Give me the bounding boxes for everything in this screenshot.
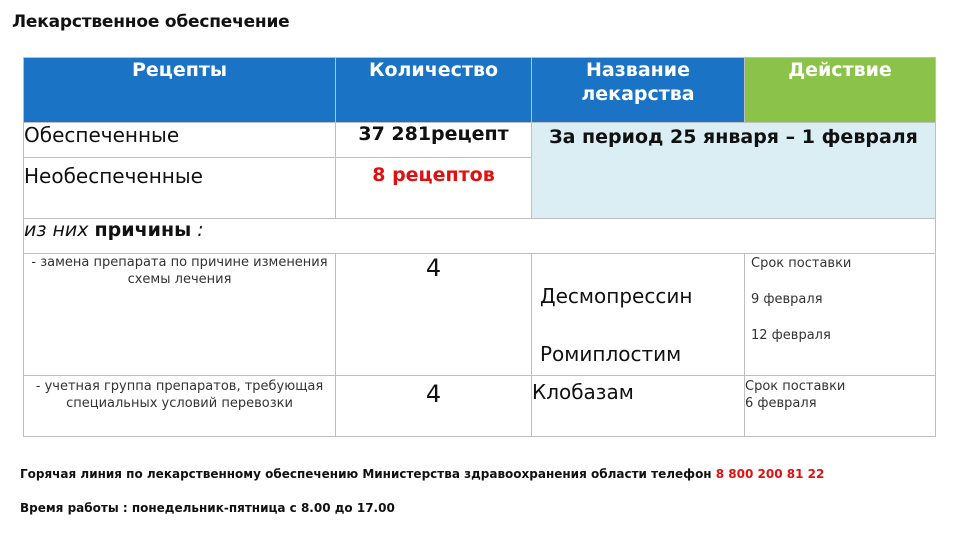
table-row xyxy=(24,376,936,437)
unprovided-count: 8 рецептов xyxy=(336,158,532,219)
delivery-date-2: 12 февраля xyxy=(751,328,831,343)
table-row xyxy=(24,219,936,254)
hotline-label: Горячая линия по лекарственному обеспечению Министерства здравоохранения области телефон xyxy=(20,467,716,481)
reason1-count: 4 xyxy=(336,254,532,376)
header-quantity: Количество xyxy=(336,58,532,123)
hotline-text xyxy=(20,467,824,481)
delivery-date: 6 февраля xyxy=(745,396,817,411)
table-row xyxy=(24,254,936,376)
reason1-description: - замена препарата по причине изменения схемы лечения xyxy=(24,254,336,376)
reasons-heading xyxy=(24,219,936,254)
header-action: Действие xyxy=(745,58,936,123)
prescriptions-table xyxy=(23,57,936,437)
period-cell: За период 25 января – 1 февраля xyxy=(532,123,936,219)
provided-label: Обеспеченные xyxy=(24,123,336,158)
drug-clobazam: Клобазам xyxy=(532,376,745,437)
reason2-description: - учетная группа препаратов, требующая специальных условий перевозки xyxy=(24,376,336,437)
drug-romiplostim: Ромиплостим xyxy=(540,342,682,366)
reasons-prefix: из них xyxy=(24,219,95,241)
delivery-term-label: Срок поставки xyxy=(745,379,846,394)
table-row xyxy=(24,123,936,158)
unprovided-label: Необеспеченные xyxy=(24,158,336,219)
page-title: Лекарственное обеспечение xyxy=(12,12,290,32)
table-header-row xyxy=(24,58,936,123)
drug-desmopressin: Десмопрессин xyxy=(540,284,693,308)
reasons-suffix: : xyxy=(191,219,204,241)
reason2-count: 4 xyxy=(336,376,532,437)
delivery-date-1: 9 февраля xyxy=(751,292,823,307)
provided-count: 37 281рецепт xyxy=(336,123,532,158)
header-drug-name: Название лекарства xyxy=(532,58,745,123)
header-prescriptions: Рецепты xyxy=(24,58,336,123)
reason1-drugs xyxy=(532,254,745,376)
reason1-action xyxy=(745,254,936,376)
hotline-phone: 8 800 200 81 22 xyxy=(715,467,825,481)
reason2-action xyxy=(745,376,936,437)
reasons-bold: причины xyxy=(94,219,192,241)
working-hours: Время работы : понедельник-пятница с 8.00 до 17.00 xyxy=(20,501,395,515)
delivery-term-label: Срок поставки xyxy=(751,256,852,271)
